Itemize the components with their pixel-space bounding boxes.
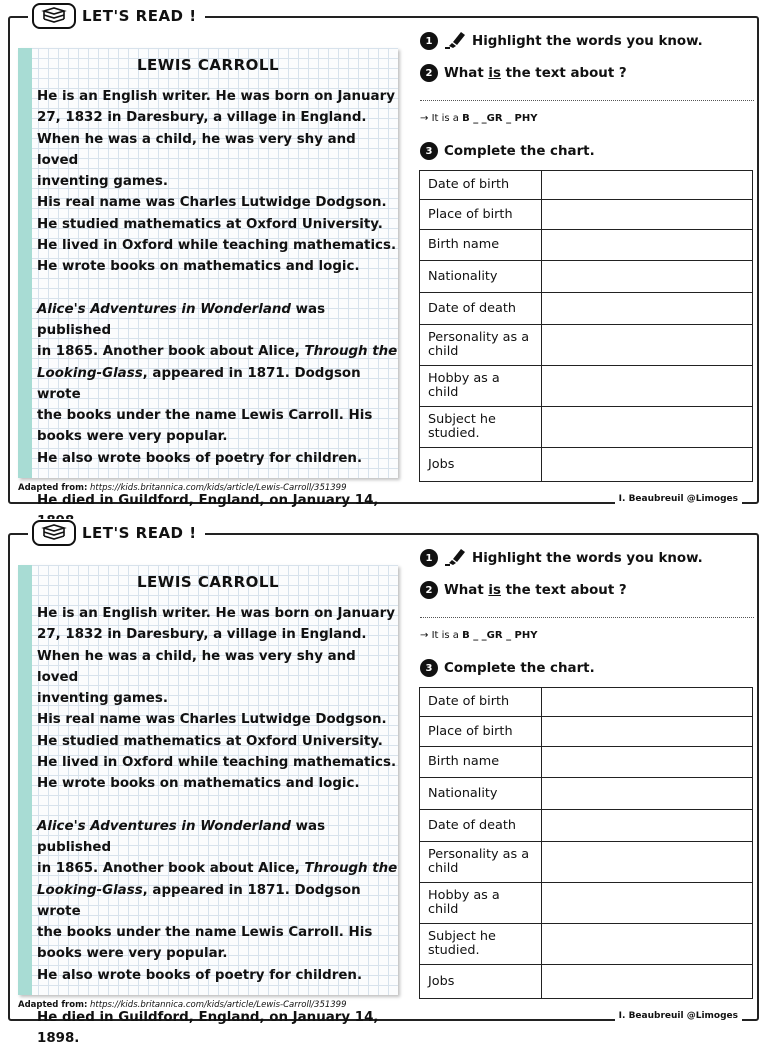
arrow-icon: → [420, 113, 429, 124]
reading-title: LEWIS CARROLL [136, 573, 280, 591]
text-line: in 1865. Another book about Alice, Through the [37, 861, 398, 877]
book-stack-icon [32, 520, 76, 546]
arrow-icon: → [420, 630, 429, 641]
answer-cell[interactable] [542, 407, 753, 448]
text-line: He studied mathematics at Oxford University. [37, 216, 383, 232]
section-header [28, 2, 205, 30]
info-chart [419, 170, 753, 482]
text-line: books were very popular. [37, 429, 228, 445]
info-chart [419, 687, 753, 999]
book-title: Alice's Adventures in Wonderland [37, 818, 291, 834]
row-label: Place of birth [420, 717, 542, 747]
section-header [28, 519, 205, 547]
text-line: He studied mathematics at Oxford University. [37, 733, 383, 749]
row-label: Date of death [420, 293, 542, 325]
author-signature: I. Beaubreuil @Limoges [615, 494, 742, 504]
text-line: books were very popular. [37, 946, 228, 962]
table-row [420, 778, 753, 810]
author-signature: I. Beaubreuil @Limoges [615, 1011, 742, 1021]
question-1 [420, 546, 703, 570]
table-row [420, 325, 753, 366]
text-line: He is an English writer. He was born on January [37, 89, 395, 104]
reading-text [37, 86, 399, 533]
book-title: Through the [304, 861, 398, 877]
text-line: He also wrote books of poetry for children. [37, 967, 363, 983]
step-number: 1 [420, 549, 438, 567]
text-line: His real name was Charles Lutwidge Dodgson. [37, 712, 387, 728]
section-title: LET'S READ ! [82, 7, 197, 25]
table-row [420, 261, 753, 293]
row-label: Date of death [420, 810, 542, 842]
text-line: Alice's Adventures in Wonderland was published [37, 818, 326, 855]
source-url[interactable]: https://kids.britannica.com/kids/article/Lewis-Carroll/351399 [90, 1000, 347, 1010]
answer-cell[interactable] [542, 171, 753, 200]
answer-cell[interactable] [542, 810, 753, 842]
text-line: Alice's Adventures in Wonderland was published [37, 301, 326, 338]
text-line: inventing games. [37, 174, 168, 190]
answer-cell[interactable] [542, 448, 753, 482]
text-line: He also wrote books of poetry for children. [37, 450, 363, 466]
book-title: Looking-Glass [37, 365, 143, 381]
section-title: LET'S READ ! [82, 524, 197, 542]
question-2 [420, 64, 627, 82]
question-text: Complete the chart. [444, 143, 595, 159]
answer-cell[interactable] [542, 842, 753, 883]
step-number: 1 [420, 32, 438, 50]
row-label: Birth name [420, 230, 542, 261]
table-row [420, 200, 753, 230]
table-row [420, 688, 753, 717]
text-line: He lived in Oxford while teaching mathematics. [37, 238, 397, 254]
text-line: His real name was Charles Lutwidge Dodgson. [37, 195, 387, 211]
reading-title: LEWIS CARROLL [136, 56, 280, 74]
answer-hint: → It is a B _ _GR _ PHY [420, 630, 538, 641]
answer-cell[interactable] [542, 924, 753, 965]
answer-cell[interactable] [542, 230, 753, 261]
answer-cell[interactable] [542, 965, 753, 999]
answer-cell[interactable] [542, 293, 753, 325]
row-label: Date of birth [420, 688, 542, 717]
answer-cell[interactable] [542, 883, 753, 924]
table-row [420, 747, 753, 778]
text-line: 27, 1832 in Daresbury, a village in England. [37, 627, 367, 643]
book-stack-icon [32, 3, 76, 29]
row-label: Personality as a child [420, 842, 542, 883]
row-label: Jobs [420, 448, 542, 482]
card-margin-bar [18, 565, 32, 995]
row-label: Birth name [420, 747, 542, 778]
answer-line[interactable] [420, 100, 754, 101]
highlighter-icon [444, 29, 466, 53]
answer-cell[interactable] [542, 717, 753, 747]
text-line: 27, 1832 in Daresbury, a village in England. [37, 110, 367, 126]
table-row [420, 842, 753, 883]
reading-text [37, 603, 399, 1050]
row-label: Jobs [420, 965, 542, 999]
source-credit: Adapted from: https://kids.britannica.com/kids/article/Lewis-Carroll/351399 [18, 1000, 347, 1010]
text-line: Looking-Glass, appeared in 1871. Dodgson wrote [37, 365, 361, 402]
question-3 [420, 659, 595, 677]
table-row [420, 407, 753, 448]
text-line: He wrote books on mathematics and logic. [37, 259, 360, 275]
table-row [420, 924, 753, 965]
text-line: He lived in Oxford while teaching mathematics. [37, 755, 397, 771]
question-text: Highlight the words you know. [472, 550, 703, 566]
answer-hint: → It is a B _ _GR _ PHY [420, 113, 538, 124]
text-line: He died in Guildford, England, on January 14, [37, 1010, 379, 1026]
table-row [420, 171, 753, 200]
text-line: inventing games. [37, 691, 168, 707]
question-1 [420, 29, 703, 53]
book-title: Through the [304, 344, 398, 360]
text-line: the books under the name Lewis Carroll. His [37, 408, 373, 424]
question-text: What is the text about ? [444, 65, 627, 81]
row-label: Place of birth [420, 200, 542, 230]
table-row [420, 293, 753, 325]
table-row [420, 883, 753, 924]
step-number: 2 [420, 64, 438, 82]
highlighter-icon [444, 546, 466, 570]
answer-cell[interactable] [542, 366, 753, 407]
row-label: Subject he studied. [420, 407, 542, 448]
answer-line[interactable] [420, 617, 754, 618]
question-text: Highlight the words you know. [472, 33, 703, 49]
book-title: Alice's Adventures in Wonderland [37, 301, 291, 317]
row-label: Hobby as a child [420, 883, 542, 924]
text-line: 1898. [37, 1031, 80, 1047]
table-row [420, 230, 753, 261]
text-line: Looking-Glass, appeared in 1871. Dodgson wrote [37, 882, 361, 919]
text-line: He died in Guildford, England, on January 14, [37, 493, 379, 509]
text-line: in 1865. Another book about Alice, Through the [37, 344, 398, 360]
step-number: 3 [420, 659, 438, 677]
step-number: 3 [420, 142, 438, 160]
table-row [420, 810, 753, 842]
question-2 [420, 581, 627, 599]
table-row [420, 448, 753, 482]
row-label: Nationality [420, 778, 542, 810]
table-row [420, 717, 753, 747]
row-label: Nationality [420, 261, 542, 293]
answer-cell[interactable] [542, 778, 753, 810]
table-row [420, 366, 753, 407]
text-line: When he was a child, he was very shy and loved [37, 131, 356, 168]
table-row [420, 965, 753, 999]
step-number: 2 [420, 581, 438, 599]
text-line: He is an English writer. He was born on January [37, 606, 395, 621]
text-line: He wrote books on mathematics and logic. [37, 776, 360, 792]
answer-cell[interactable] [542, 200, 753, 230]
answer-cell[interactable] [542, 688, 753, 717]
question-3 [420, 142, 595, 160]
answer-cell[interactable] [542, 747, 753, 778]
worksheet [0, 517, 768, 1047]
worksheet [0, 0, 768, 509]
row-label: Subject he studied. [420, 924, 542, 965]
card-margin-bar [18, 48, 32, 478]
question-text: What is the text about ? [444, 582, 627, 598]
text-line: When he was a child, he was very shy and loved [37, 648, 356, 685]
row-label: Personality as a child [420, 325, 542, 366]
row-label: Hobby as a child [420, 366, 542, 407]
answer-cell[interactable] [542, 261, 753, 293]
source-credit: Adapted from: https://kids.britannica.com/kids/article/Lewis-Carroll/351399 [18, 483, 347, 493]
answer-cell[interactable] [542, 325, 753, 366]
source-url[interactable]: https://kids.britannica.com/kids/article/Lewis-Carroll/351399 [90, 483, 347, 493]
row-label: Date of birth [420, 171, 542, 200]
text-line: the books under the name Lewis Carroll. His [37, 925, 373, 941]
book-title: Looking-Glass [37, 882, 143, 898]
question-text: Complete the chart. [444, 660, 595, 676]
